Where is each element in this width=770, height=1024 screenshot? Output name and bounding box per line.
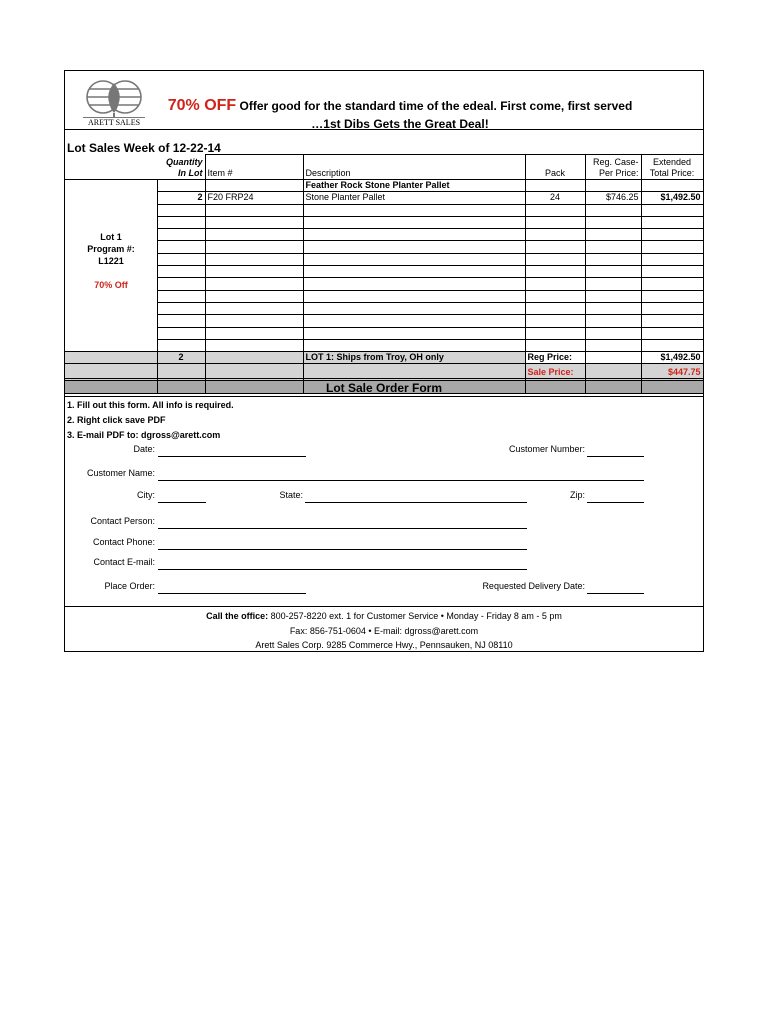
zip-field[interactable]	[587, 502, 644, 503]
footer-divider	[65, 606, 703, 607]
instruction-step-3: 3. E-mail PDF to: dgross@arett.com	[67, 430, 221, 440]
col-reg-price-header: Reg. Case- Per Price:	[585, 155, 641, 180]
col-pack-header: Pack	[525, 155, 585, 180]
summary-reg-row	[65, 352, 703, 364]
lot-table	[65, 154, 704, 394]
logo-text: ARETT SALES	[83, 117, 145, 127]
state-label: State:	[279, 490, 303, 500]
delivery-date-label: Requested Delivery Date:	[482, 581, 585, 591]
delivery-date-field[interactable]	[587, 593, 644, 594]
group-title: Feather Rock Stone Planter Pallet	[303, 180, 525, 192]
lot-label	[65, 231, 157, 291]
place-order-label: Place Order:	[104, 581, 155, 591]
form-top-divider	[65, 378, 703, 379]
footer-call	[65, 611, 703, 621]
sale-price-label: Sale Price:	[525, 364, 585, 381]
row-pack: 24	[525, 192, 585, 204]
place-order-field[interactable]	[158, 593, 306, 594]
row-extended-price: $1,492.50	[641, 192, 703, 204]
instruction-step-2: 2. Right click save PDF	[67, 415, 166, 425]
table-row	[65, 327, 703, 339]
header-divider	[65, 129, 703, 130]
instruction-step-1: 1. Fill out this form. All info is required.	[67, 400, 234, 410]
state-field[interactable]	[305, 502, 527, 503]
lot-week-title: Lot Sales Week of 12-22-14	[67, 141, 221, 155]
col-quantity-header: Quantity In Lot	[165, 157, 203, 178]
contact-person-label: Contact Person:	[90, 516, 155, 526]
city-field[interactable]	[158, 502, 206, 503]
footer-address: Arett Sales Corp. 9285 Commerce Hwy., Pennsauken, NJ 08110	[255, 640, 513, 650]
table-row	[65, 229, 703, 241]
program-label: Program #:	[87, 244, 135, 254]
offer-text: Offer good for the standard time of the edeal. First come, first served	[239, 99, 633, 113]
table-row	[65, 241, 703, 253]
customer-number-label: Customer Number:	[508, 444, 585, 454]
row-description: Stone Planter Pallet	[303, 192, 525, 204]
table-header-row	[65, 155, 703, 180]
table-row	[65, 290, 703, 302]
table-row	[65, 253, 703, 265]
summary-quantity: 2	[157, 352, 205, 364]
reg-price-label: Reg Price:	[525, 352, 585, 364]
program-code: L1221	[98, 256, 124, 266]
table-row	[65, 278, 703, 290]
form-title: Lot Sale Order Form	[325, 381, 443, 395]
city-label: City:	[137, 490, 155, 500]
table-row	[65, 192, 703, 204]
date-field[interactable]	[158, 456, 306, 457]
contact-phone-field[interactable]	[158, 549, 527, 550]
call-text: 800-257-8220 ext. 1 for Customer Service • Monday - Friday 8 am - 5 pm	[270, 611, 562, 621]
table-row	[65, 315, 703, 327]
customer-name-field[interactable]	[158, 480, 644, 481]
table-row	[65, 216, 703, 228]
call-label: Call the office:	[206, 611, 269, 621]
row-reg-price: $746.25	[585, 192, 641, 204]
contact-phone-label: Contact Phone:	[92, 537, 155, 547]
table-row	[65, 204, 703, 216]
offer-headline	[165, 97, 635, 131]
table-row	[65, 180, 703, 192]
table-row	[65, 266, 703, 278]
contact-person-field[interactable]	[158, 528, 527, 529]
contact-email-label: Contact E-mail:	[93, 557, 155, 567]
reg-price-total: $1,492.50	[641, 352, 703, 364]
table-row	[65, 339, 703, 351]
summary-note: LOT 1: Ships from Troy, OH only	[303, 352, 525, 364]
offer-highlight: 70% OFF	[167, 97, 237, 114]
lot-number: Lot 1	[100, 232, 122, 242]
contact-email-field[interactable]	[158, 569, 527, 570]
footer-fax: Fax: 856-751-0604 • E-mail: dgross@arett.com	[289, 626, 479, 636]
customer-number-field[interactable]	[587, 456, 644, 457]
col-description-header: Description	[303, 155, 525, 180]
zip-label: Zip:	[569, 490, 585, 500]
form-title-divider	[65, 396, 703, 397]
lot-discount: 70% Off	[94, 280, 128, 290]
col-item-header: Item #	[205, 155, 303, 180]
table-row	[65, 302, 703, 314]
col-extended-header: Extended Total Price:	[641, 155, 703, 180]
arett-logo	[83, 75, 145, 129]
customer-name-label: Customer Name:	[86, 468, 155, 478]
order-sheet	[64, 70, 704, 652]
sale-price-total: $447.75	[641, 364, 703, 381]
date-label: Date:	[133, 444, 155, 454]
tagline: …1st Dibs Gets the Great Deal!	[311, 117, 489, 131]
row-quantity: 2	[157, 192, 205, 204]
row-item-number: F20 FRP24	[205, 192, 303, 204]
